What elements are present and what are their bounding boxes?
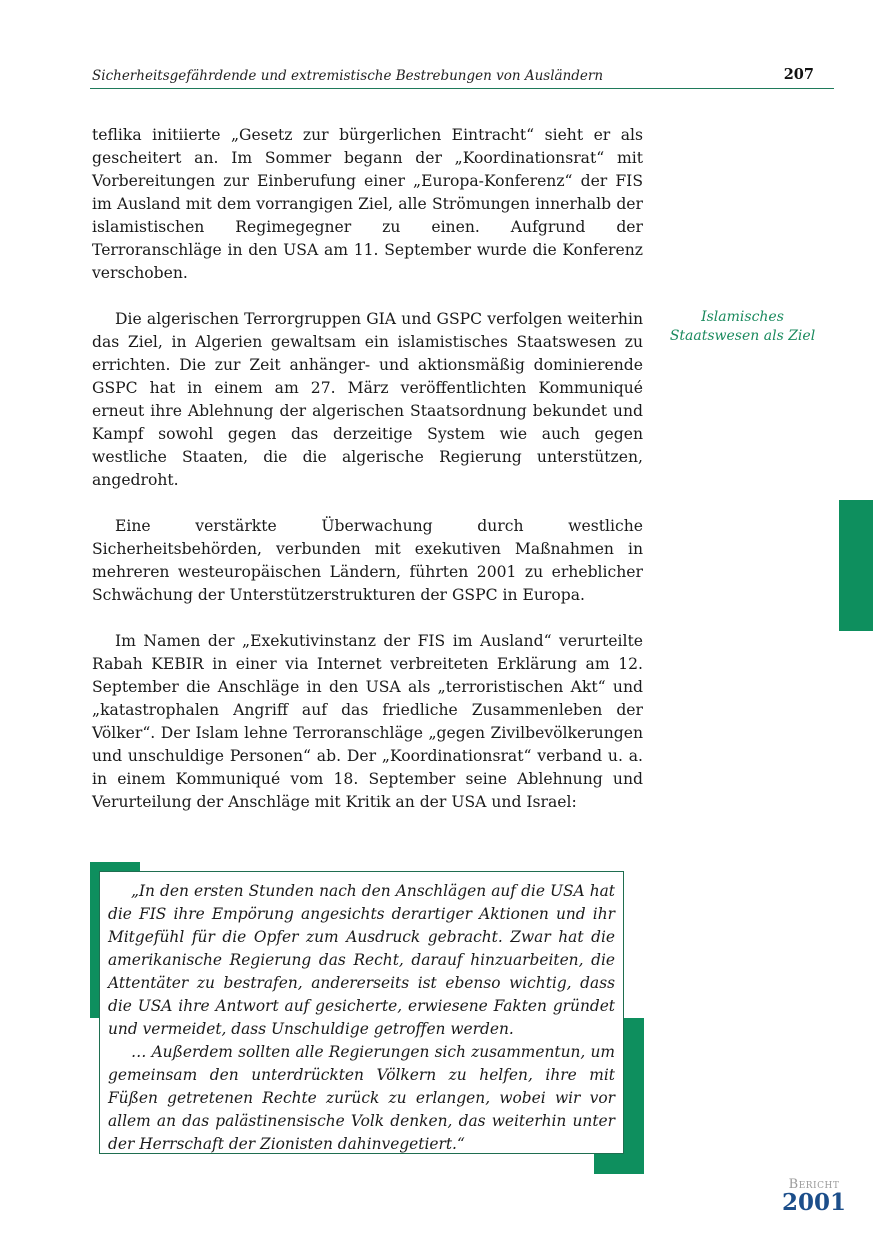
chapter-tab-marker bbox=[839, 500, 873, 631]
paragraph: Eine verstärkte Überwachung durch westliche Sicherheitsbehörden, verbunden mit exekutiven Maßnahmen in mehreren westeuropäischen Ländern, führten 2001 zu erheblicher Schwächung der Unterstützerstrukturen der GSPC in Europa. bbox=[92, 517, 643, 604]
paragraph: Die algerischen Terrorgruppen GIA und GSPC verfolgen weiterhin das Ziel, in Algerien gewaltsam ein islamistisches Staatswesen zu errichten. Die zur Zeit anhänger- und aktionsmäßig dominierende GSPC hat in einem am 27. März veröffentlichten Kommuniqué erneut ihre Ablehnung der algerischen Staatsordnung bekundet und Kampf sowohl gegen das derzeitige System wie auch gegen westliche Staaten, die die algerische Regierung unterstützen, angedroht. bbox=[92, 310, 643, 489]
quote-box bbox=[99, 871, 624, 1154]
header-title: Sicherheitsgefährdende und extremistische Bestrebungen von Ausländern bbox=[92, 68, 604, 84]
quote-block bbox=[90, 862, 644, 1174]
running-header bbox=[90, 66, 834, 89]
quote-paragraph: „In den ersten Stunden nach den Anschlägen auf die USA hat die FIS ihre Empörung angesichts derartiger Aktionen und ihr Mitgefühl für die Opfer zum Ausdruck gebracht. Zwar hat die amerikanische Regierung das Recht, darauf hinzuarbeiten, die Attentäter zu bestrafen, andererseits ist ebenso wichtig, dass die USA ihre Antwort auf gesicherte, erwiesene Fakten gründet und vermeidet, dass Unschuldige getroffen werden. bbox=[108, 882, 615, 1038]
margin-note bbox=[665, 308, 820, 346]
paragraph: Im Namen der „Exekutivinstanz der FIS im Ausland“ verurteilte Rabah KEBIR in einer via Internet verbreiteten Erklärung am 12. September die Anschläge in den USA als „terroristischen Akt“ und „katastrophalen Angriff auf das friedliche Zusammenleben der Völker“. Der Islam lehne Terroranschläge „gegen Zivilbevölkerungen und unschuldige Personen“ ab. Der „Koordinationsrat“ verband u. a. in einem Kommuniqué vom 18. September seine Ablehnung und Verurteilung der Anschläge mit Kritik an der USA und Israel: bbox=[92, 632, 643, 811]
margin-note-line: Staatswesen als Ziel bbox=[669, 328, 816, 344]
report-logo bbox=[779, 1178, 849, 1214]
quote-paragraph: … Außerdem sollten alle Regierungen sich zusammentun, um gemeinsam den unterdrückten Völkern zu helfen, ihre mit Füßen getretenen Rechte zurück zu erlangen, wobei wir vor allem an das palästinensische Volk denken, das weiterhin unter der Herrschaft der Zionisten dahinvegetiert.“ bbox=[108, 1043, 615, 1153]
logo-word: Bericht bbox=[788, 1177, 840, 1192]
body-text bbox=[92, 124, 643, 837]
logo-year: 2001 bbox=[781, 1189, 846, 1216]
page-number: 207 bbox=[783, 66, 814, 83]
paragraph: teflika initiierte „Gesetz zur bürgerlichen Eintracht“ sieht er als gescheitert an. Im Sommer begann der „Koordinationsrat“ mit Vorbereitungen zur Einberufung einer „Europa-Konferenz“ der FIS im Ausland mit dem vorrangigen Ziel, alle Strömungen innerhalb der islamistischen Regimegegner zu einen. Aufgrund der Terroranschläge in den USA am 11. September wurde die Konferenz verschoben. bbox=[92, 126, 643, 282]
margin-note-line: Islamisches bbox=[701, 309, 784, 325]
